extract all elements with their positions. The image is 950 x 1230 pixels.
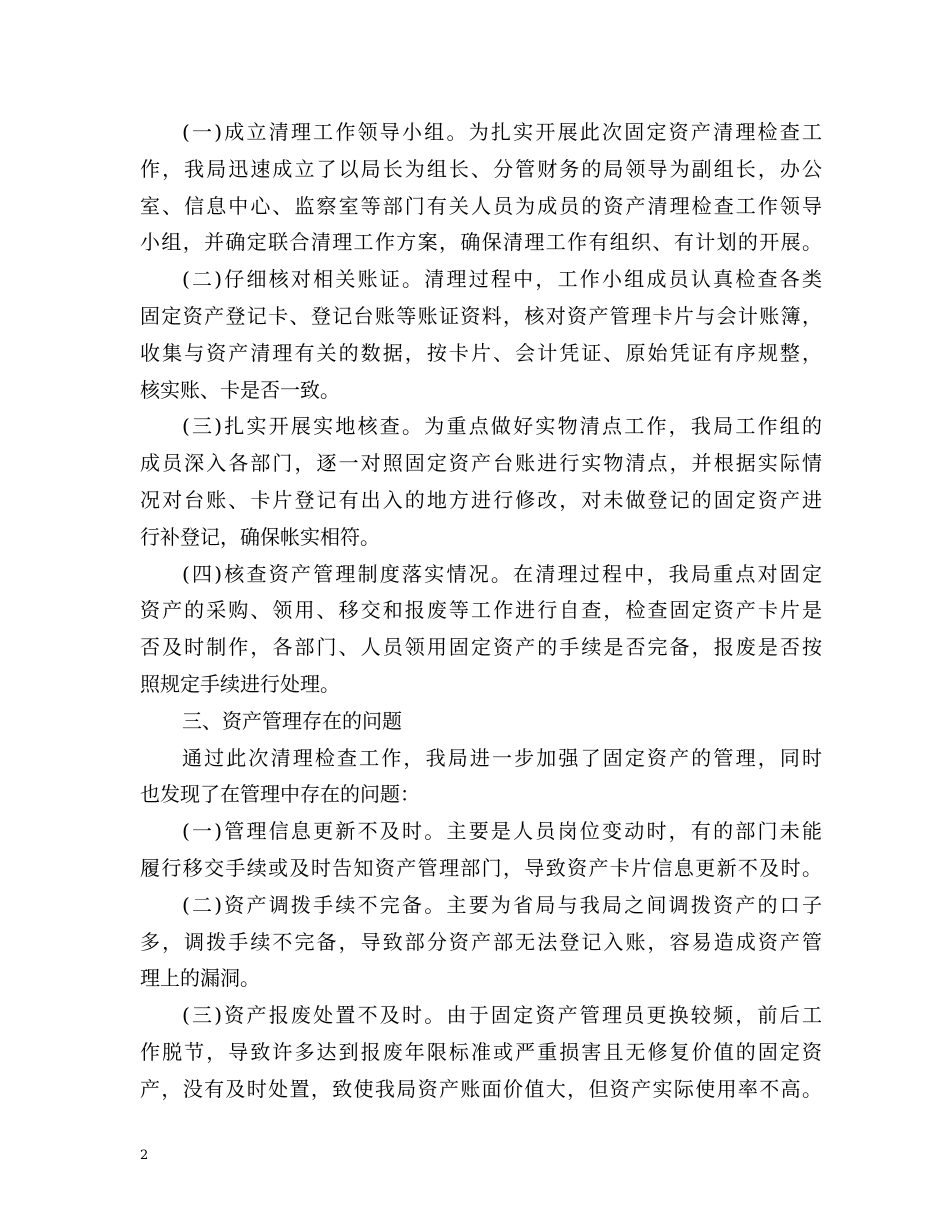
paragraph-line: 照规定手续进行处理。 <box>140 671 340 696</box>
paragraph-line: (三)资产报废处置不及时。由于固定资产管理员更换较频，前后工 <box>182 1003 822 1028</box>
paragraph-line: 也发现了在管理中存在的问题： <box>140 782 420 807</box>
paragraph-line: 室、信息中心、监察室等部门有关人员为成员的资产清理检查工作领导 <box>140 193 822 218</box>
paragraph-line: 否及时制作，各部门、人员领用固定资产的手续是否完备，报废是否按 <box>140 635 822 660</box>
paragraph-line: (一)管理信息更新不及时。主要是人员岗位变动时，有的部门未能 <box>182 819 822 844</box>
paragraph-7 <box>140 887 822 997</box>
paragraph-line: 固定资产登记卡、登记台账等账证资料，核对资产管理卡片与会计账簿， <box>140 303 822 328</box>
paragraph-line: (三)扎实开展实地核查。为重点做好实物清点工作，我局工作组的 <box>182 414 822 439</box>
document-body <box>140 114 822 1108</box>
paragraph-line: 作脱节，导致许多达到报废年限标准或严重损害且无修复价值的固定资 <box>140 1039 822 1064</box>
paragraph-line: 资产的采购、领用、移交和报废等工作进行自查，检查固定资产卡片是 <box>140 598 822 623</box>
section-heading-text: 三、资产管理存在的问题 <box>182 708 402 733</box>
paragraph-line: 小组，并确定联合清理工作方案，确保清理工作有组织、有计划的开展。 <box>140 230 822 255</box>
paragraph-2 <box>140 261 822 408</box>
paragraph-line: 多，调拨手续不完备，导致部分资产部无法登记入账，容易造成资产管 <box>140 929 822 954</box>
paragraph-line: 成员深入各部门，逐一对照固定资产台账进行实物清点，并根据实际情 <box>140 451 822 476</box>
page-number: 2 <box>140 1148 149 1163</box>
paragraph-8 <box>140 997 822 1107</box>
paragraph-6 <box>140 813 822 887</box>
paragraph-line: 况对台账、卡片登记有出入的地方进行修改，对未做登记的固定资产进 <box>140 487 822 512</box>
paragraph-line: (二)资产调拨手续不完备。主要为省局与我局之间调拨资产的口子 <box>182 892 822 917</box>
paragraph-line: (二)仔细核对相关账证。清理过程中，工作小组成员认真检查各类 <box>182 267 822 292</box>
paragraph-line: 作，我局迅速成立了以局长为组长、分管财务的局领导为副组长，办公 <box>140 156 822 181</box>
paragraph-line: (四)核查资产管理制度落实情况。在清理过程中，我局重点对固定 <box>182 561 822 586</box>
paragraph-line: 产，没有及时处置，致使我局资产账面价值大，但资产实际使用率不高。 <box>140 1076 822 1101</box>
paragraph-line: 收集与资产清理有关的数据，按卡片、会计凭证、原始凭证有序规整， <box>140 340 822 365</box>
paragraph-3 <box>140 408 822 555</box>
paragraph-4 <box>140 556 822 703</box>
paragraph-line: 履行移交手续或及时告知资产管理部门，导致资产卡片信息更新不及时。 <box>140 855 822 880</box>
paragraph-1 <box>140 114 822 261</box>
paragraph-5 <box>140 740 822 814</box>
paragraph-line: (一)成立清理工作领导小组。为扎实开展此次固定资产清理检查工 <box>182 120 822 144</box>
section-heading <box>140 703 822 740</box>
paragraph-line: 理上的漏洞。 <box>140 966 260 991</box>
paragraph-line: 行补登记，确保帐实相符。 <box>140 524 380 549</box>
paragraph-line: 核实账、卡是否一致。 <box>140 377 340 402</box>
paragraph-line: 通过此次清理检查工作，我局进一步加强了固定资产的管理，同时 <box>182 745 822 770</box>
